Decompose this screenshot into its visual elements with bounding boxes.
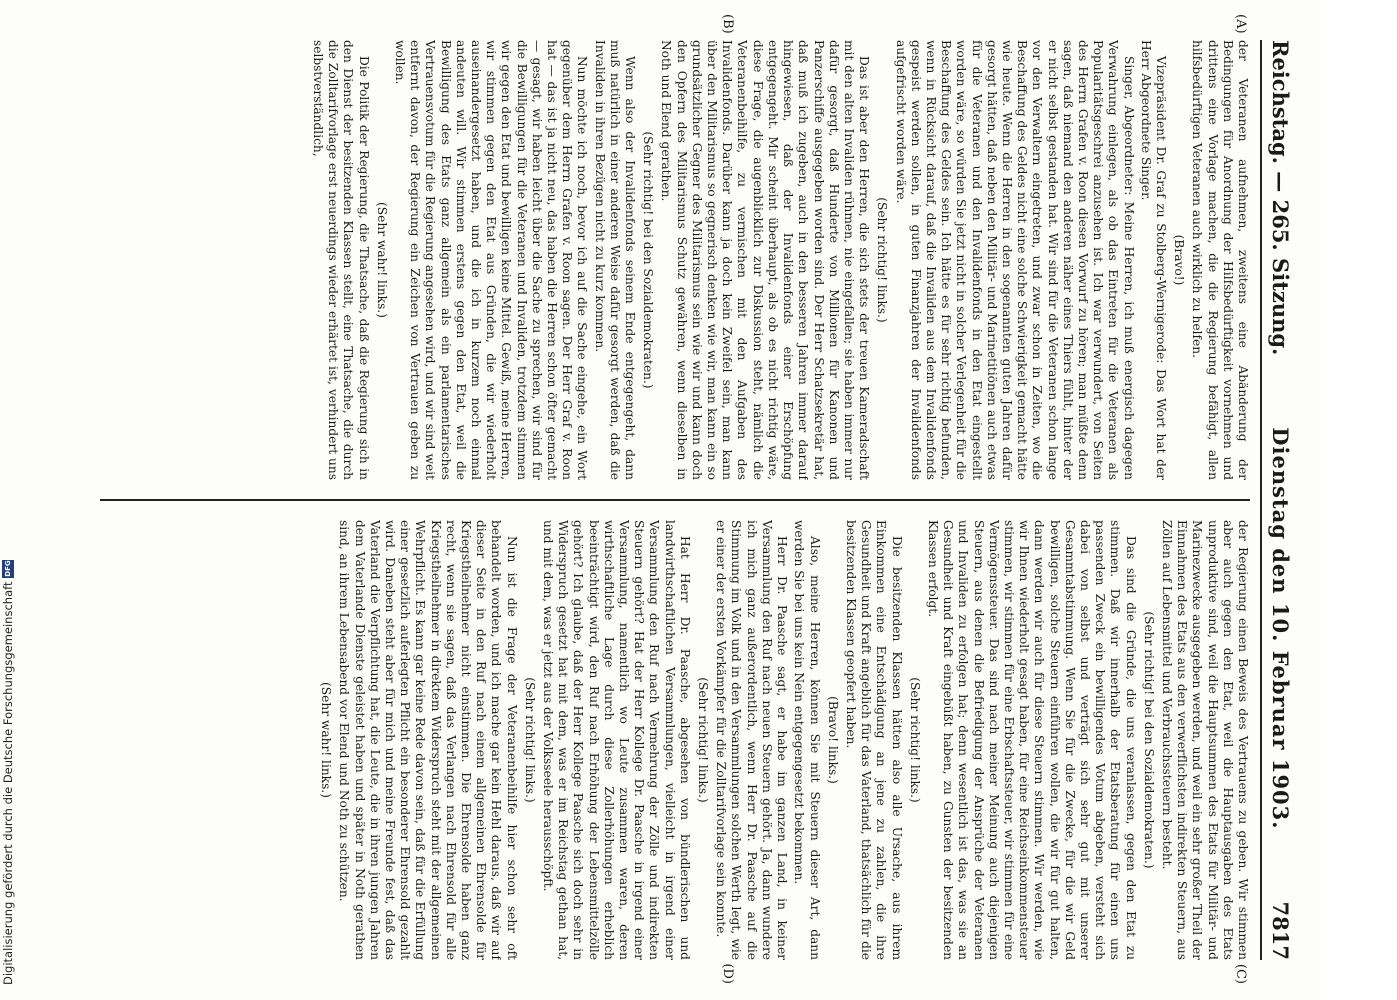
- header-left: Reichstag. — 265. Sitzung.: [1268, 40, 1293, 356]
- interjection: (Sehr richtig! links.): [875, 197, 890, 323]
- header-rule: [1260, 40, 1262, 960]
- credit-text: Digitalisierung gefördert durch die Deutsche Forschungsgemeinschaft: [1, 581, 15, 985]
- margin-marker-c: (C): [1233, 963, 1248, 984]
- paragraph: Also, meine Herren, können Sie mit Steuern dieser Art, dann werden Sie bei uns kein Nein entgegengesetzt bekommen.: [792, 520, 822, 960]
- paragraph: Nun möchte ich noch, bevor ich auf die Sache eingehe, ein Wort gegenüber dem Herrn Grafen v. Roon sagen. Der Herr Graf v. Roon hat — das ist ja nicht neu, das haben die Herren schon öfter gemacht — gesagt, wir haben leicht über die Sache zu sprechen, wir sind für die Bewilligungen für die Veteranen und Invaliden, trotzdem stimmen wir gegen den Etat und bewilligen keine Mittel. Gewiß, meine Herren, wir stimmen gegen den Etat aus Gründen, die wir wiederholt auseinandergesetzt haben, und die ich in kurzem noch einmal andeuten will. Wir stimmen erstens gegen den Etat, weil die Bewilligung des Etats ganz allgemein als ein parlamentarisches Vertrauensvotum für die Regierung angesehen wird, und wir sind weit entfernt davon, der Regierung ein Zeichen von Vertrauen geben zu wollen.: [393, 40, 590, 480]
- paragraph: Die besitzenden Klassen hätten also alle Ursache, aus ihrem Einkommen eine Entschädigung an jene zu zahlen, die ihre Gesundheit und Kraft angeblich für das Vaterland, thatsächlich für die besitzenden Klassen geopfert haben.: [843, 520, 904, 960]
- paragraph: Singer, Abgeordneter: Meine Herren, ich muß energisch dagegen Verwahrung einlegen, als ob das Eintreten für die Veteranen als Popularitätsgeschrei anzusehen ist. Ich war verwundert, von Seiten des Herrn Grafen v. Roon diesen Vorwurf zu hören; man müßte denn sagen, daß niemand den anderen näher eines Thiers fühlt, hinter der er nicht selbst gestanden hat. Wir sind für die Veteranen schon lange vor den Verwaltern eingetreten, und zwar schon in Zeiten, wo die Beschaffung des Geldes nicht eine solche Schwierigkeit gemacht hätte wie heute. Wenn die Herren in den sogenannten guten Jahren dafür gesorgt hätten, daß neben den Militär- und Marinetitiönen auch etwas für die Veteranen und den Invalidenfonds in den Etat eingestellt worden wäre, so würden Sie jetzt nicht in solcher Verlegenheit für die Beschaffung des Geldes sein. Ich hätte es für sehr richtig befunden, wenn in Rücksicht darauf, daß die Invaliden aus dem Invalidenfonds gespeist werden sollen, in guten Finanzjahren der Invalidenfonds aufgefrischt worden wäre.: [893, 40, 1136, 480]
- interjection: (Sehr richtig! bei den Sozialdemokraten.): [1141, 611, 1156, 869]
- digitization-credit: [0, 0, 20, 1000]
- right-column: [40, 520, 1250, 960]
- margin-marker-b: (B): [720, 14, 735, 34]
- dfg-logo-icon: DFG: [4, 560, 12, 577]
- paragraph: Wenn also der Invalidenfonds seinem Ende entgegengeht, dann muß natürlich in einer anderen Weise dafür gesorgt werden, daß die Invaliden in ihren Bezügen nicht zu kurz kommen.: [592, 40, 638, 480]
- page-header: [1268, 40, 1308, 960]
- paragraph: Das ist aber den Herren, die sich stets der treuen Kameradschaft mit den alten Invaliden rühmen, nie eingefallen; sie haben immer nur dafür gesorgt, daß Hunderte von Millionen für Kanonen und Panzerschiffe ausgegeben worden sind. Der Herr Schatzsekretär hat, daß muß ich zugeben, auch in den besseren Jahren immer darauf hingewiesen, daß der Invalidenfonds einer Erschöpfung entgegengeht. Mir scheint überhaupt, als ob es nicht richtig wäre, diese Frage, die augenblicklich zur Diskussion steht, nämlich die Veteranenbeihilfe, zu vermischen mit den Aufgaben des Invalidenfonds. Darüber kann ja doch kein Zweifel sein, man kann über den Militarismus so gegnerisch denken wie wir, man kann ein so grundsätzlicher Gegner des Militarismus sein wie wir und kann doch den Opfern des Militarismus Schutz gewähren, wenn dieselben in Noth und Elend gerathen.: [659, 40, 872, 480]
- interjection: (Sehr wahr! links.): [319, 682, 334, 798]
- header-date: Dienstag den 10. Februar 1903.: [1268, 427, 1293, 830]
- interjection: (Sehr richtig! links.): [522, 677, 537, 803]
- paragraph: Herr Dr. Paasche sagt, er habe im ganzen Land, in keiner Versammlung den Ruf nach neuen Steuern gehört. Ja, dann wundere ich mich ganz außerordentlich, wenn Herr Dr. Paasche auf die Stimmung im Volk und in den Versammlungen solchen Werth legt, wie er einer der ersten Vorkämpfer für die Zolltarifvorlage sein konnte.: [714, 520, 790, 960]
- paragraph: Die Politik der Regierung, die Thatsache, daß die Regierung sich in den Dienst der besitzenden Klassen stellt, eine Thatsache, die durch die Zolltarifvorlage erst neuerdings wieder erhärtet ist, verhindert uns selbstverständlich,: [311, 40, 371, 480]
- paragraph: Das sind die Gründe, die uns veranlassen, gegen den Etat zu stimmen. Daß wir innerhalb der Etatsberatung für einen uns passenden Zweck ein bewilligendes Votum abgeben, versteht sich dabei von selbst und verträgt sich sehr gut mit unserer Gesammtabstimmung. Wenn Sie für die Zwecke, für die wir Geld bewilligen, solche Steuern einführen wollen, die wir für gut halten, dann werden wir auch für diese Steuern stimmen. Wir werden, wie wir Ihnen wiederholt gesagt haben, für eine Reichseinkommensteuer stimmen, wir stimmen für eine Erbschaftssteuer, wir stimmen für eine Vermögenssteuer. Das sind nach meiner Meinung auch diejenigen Steuern, aus denen die Befriedigung der Ansprüche der Veteranen und Invaliden zu erfolgen hat; denn wesentlich ist das, was sie an Gesundheit und Kraft eingebüßt haben, zu Gunsten der besitzenden Klassen erfolgt.: [925, 520, 1138, 960]
- left-column: [40, 40, 1250, 480]
- interjection: (Bravo! links.): [825, 696, 840, 784]
- interjection: (Sehr richtig! bei den Sozialdemokraten.): [641, 131, 656, 389]
- interjection: (Sehr richtig! links.): [907, 677, 922, 803]
- page-number: 7817: [1268, 901, 1293, 960]
- paragraph: Nun ist die Frage der Veteranenbeihilfe hier schon sehr oft behandelt worden, und ich mache gar kein Hehl daraus, daß wir auf dieser Seite in den Ruf nach einem allgemeinen Ehrensolde für Kriegstheilnehmer nicht einstimmen. Die Ehrensolde haben ganz recht, wenn sie sagen, daß das Verlangen nach Ehrensold für alle Kriegstheilnehmer in direktem Widerspruch steht mit der allgemeinen Wehrpflicht. Es kann gar keine Rede davon sein, daß für die Erfüllung einer gesetzlich auferlegten Pflicht ein besonderer Ehrensold gezahlt wird. Daneben steht aber für mich und meine Freunde fest, daß das Vaterland die Verpflichtung hat, die Leute, die in ihren jungen Jahren dem Vaterlande Dienste geleistet haben und später in Noth gerathen sind, an ihrem Lebensabend vor Elend und Noth zu schützen.: [337, 520, 519, 960]
- interjection: (Sehr richtig! links.): [696, 677, 711, 803]
- interjection: (Sehr wahr! links.): [374, 202, 389, 318]
- speaker-intro: Vizepräsident Dr. Graf zu Stolberg-Wernigerode: Das Wort hat der Herr Abgeordnete Singer.: [1138, 40, 1168, 480]
- paragraph: Hat Herr Dr. Paasche, abgesehen von bündlerischen und landwirthschaftlichen Versammlungen, vielleicht in irgend einer Versammlung den Ruf nach Vermehrung der Zölle und indirekten Steuern gehört? Hat der Herr Kollege Dr. Paasche in irgend einer Versammlung, namentlich wo Leute zusammen waren, deren wirthschaftliche Lage durch diese Zollerhöhungen erheblich beeinträchtigt wird, den Ruf nach Erhöhung der Lebensmittelzölle gehört? Ich glaube, daß der Herr Kollege Paasche sich doch sehr in Widerspruch gesetzt hat mit dem, was er im Reichstag gethan hat, und mit dem, was er jetzt aus der Volksseele herausschöpft.: [541, 520, 692, 960]
- margin-marker-d: (D): [720, 963, 735, 984]
- column-divider: [100, 499, 1250, 501]
- paragraph: der Regierung einen Beweis des Vertrauens zu geben. Wir stimmen aber auch gegen den Etat, weil die Hauptausgaben des Etats unproduktive sind, weil die Hauptsummen des Etats für Militär- und Marinezwecke ausgegeben werden, und weil ein sehr großer Theil der Einnahmen des Etats aus den verwerflichsten indirekten Steuern, aus Zöllen auf Lebensmittel und Verbrauchssteuern besteht.: [1159, 520, 1250, 960]
- interjection: (Bravo!): [1172, 234, 1187, 286]
- margin-marker-a: (A): [1233, 14, 1248, 34]
- paragraph: der Veteranen aufnehmen, zweitens eine Abänderung der Bedingungen für Anordnung der Hilfsbedürftigkeit vornehmen und drittens eine Vorlage machen, die die Regierung befähigt, allen hilfsbedürftigen Veteranen auch wirklich zu helfen.: [1190, 40, 1250, 480]
